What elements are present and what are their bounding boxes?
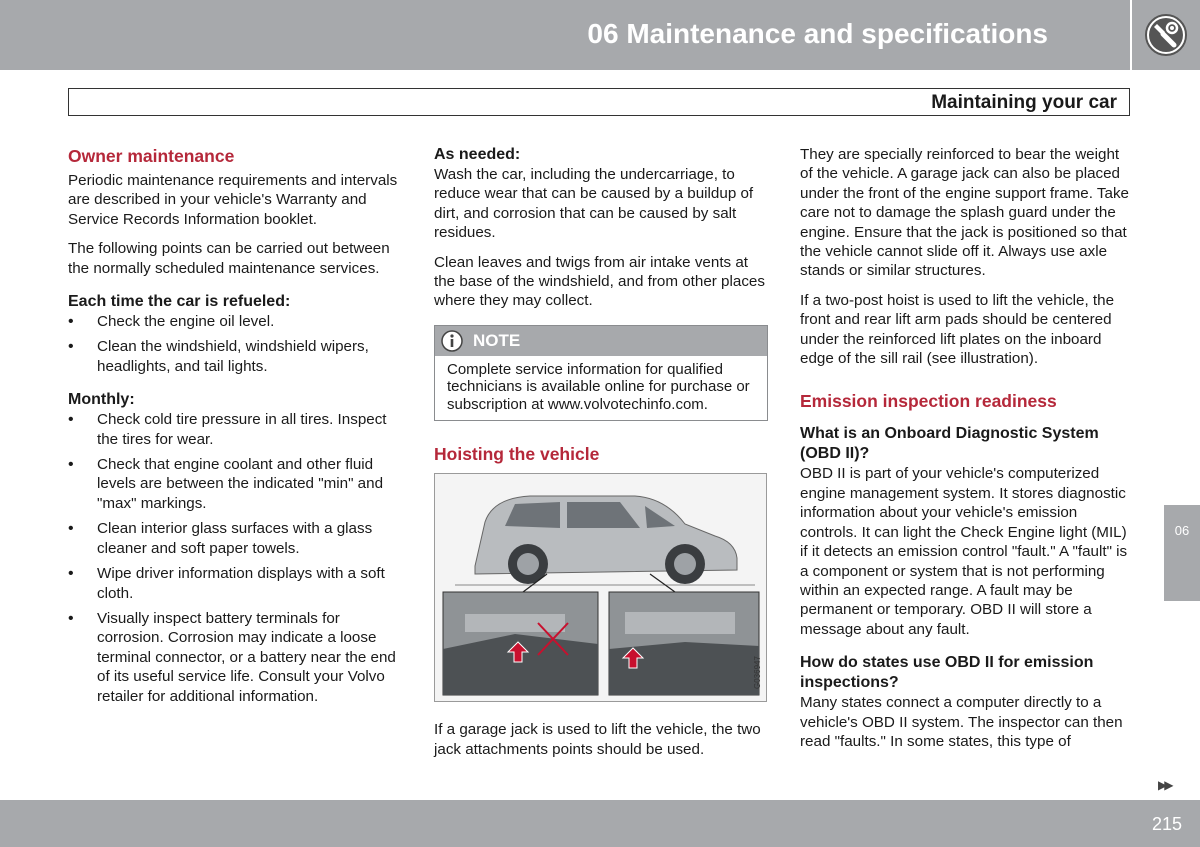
chapter-side-tab-label: 06 — [1174, 523, 1190, 538]
section-header — [68, 88, 1130, 116]
page-number: 215 — [1151, 814, 1182, 834]
chapter-side-tab — [1164, 505, 1200, 601]
car-lift-points-illustration — [435, 474, 766, 701]
list-item: • Check cold tire pressure in all tires. Inspect the tires for wear. — [68, 410, 403, 449]
obd-paragraph: OBD II is part of your vehicle's computerized engine management system. It stores diagnostic information about your vehicle's emission controls. It can light the Check Engine light (MIL) if it detects an emission control "fault." A "fault" is a component or system that is not performing within an expected range. A fault may be permanent or temporary. OBD II will store a message about any fault. — [800, 465, 1128, 638]
note-text: Complete service information for qualified technicians is available online for purchase or subscription at www.volvotechinfo.com. — [447, 360, 750, 413]
hoisting-heading: Hoisting the vehicle — [434, 444, 600, 465]
list-item: • Clean interior glass surfaces with a glass cleaner and soft paper towels. — [68, 519, 403, 558]
support-paragraph-1: They are specially reinforced to bear the weight of the vehicle. A garage jack can also be placed under the front of the engine support frame. Take care not to damage the splash guard under the engine. Ensure that the jack is positioned so that the vehicle cannot slide off it. Always use axle stands or similar structures. — [800, 146, 1129, 280]
as-needed-heading: As needed: — [434, 146, 521, 163]
support-paragraph-2: If a two-post hoist is used to lift the vehicle, the front and rear lift arm pads should be centered under the reinforced lift plates on the inboard edge of the sill rail (see illustration). — [800, 291, 1115, 368]
double-arrow-right-icon: ▶▶ — [1158, 778, 1171, 792]
monthly-heading: Monthly: — [68, 391, 135, 409]
note-header — [435, 326, 767, 356]
owner-paragraph-1: Periodic maintenance requirements and intervals are described in your vehicle's Warranty and Service Records Information booklet. — [68, 172, 398, 228]
chapter-header-band — [0, 0, 1130, 70]
chapter-icon-box — [1132, 0, 1200, 70]
states-paragraph: Many states connect a computer directly to a vehicle's OBD II system. The inspector can then read "faults." In some states, this type of — [800, 694, 1123, 750]
owner-maintenance-heading: Owner maintenance — [68, 146, 235, 166]
illustration-code: G036947 — [753, 656, 762, 690]
emission-heading: Emission inspection readiness — [800, 391, 1057, 412]
list-item: • Wipe driver information displays with a soft cloth. — [68, 564, 403, 603]
column-2 — [434, 145, 768, 767]
as-needed-paragraph-2: Clean leaves and twigs from air intake vents at the base of the windshield, and from other places where they may collect. — [434, 253, 765, 310]
section-title: Maintaining your car — [931, 92, 1117, 113]
refuel-list — [68, 312, 403, 376]
info-icon — [441, 330, 463, 352]
hoisting-illustration — [434, 473, 767, 702]
list-item: • Visually inspect battery terminals for corrosion. Corrosion may indicate a loose terminal connector, or a battery near the end of its useful service life. Consult your Volvo retailer for additional information. — [68, 609, 403, 706]
wrench-gear-icon — [1143, 12, 1189, 58]
chapter-title: 06 Maintenance and specifications — [587, 18, 1048, 49]
column-3 — [800, 145, 1135, 759]
list-item: • Clean the windshield, windshield wipers, headlights, and tail lights. — [68, 337, 403, 376]
note-box — [434, 325, 768, 422]
monthly-list — [68, 410, 403, 706]
footer-band — [0, 800, 1200, 847]
as-needed-paragraph-1: Wash the car, including the undercarriage, to reduce wear that can be caused by a buildup of dirt, and corrosion that can be caused by salt residues. — [434, 166, 754, 242]
note-label: NOTE — [473, 331, 521, 351]
refuel-heading: Each time the car is refueled: — [68, 293, 291, 311]
column-1 — [68, 145, 403, 712]
hoisting-paragraph: If a garage jack is used to lift the vehicle, the two jack attachments points should be used. — [434, 721, 761, 758]
list-item: • Check that engine coolant and other fluid levels are between the indicated "min" and "max" markings. — [68, 455, 403, 513]
owner-paragraph-2: The following points can be carried out between the normally scheduled maintenance services. — [68, 240, 390, 277]
list-item: • Check the engine oil level. — [68, 312, 403, 331]
obd-heading: What is an Onboard Diagnostic System (OBD II)? — [800, 425, 1099, 463]
states-heading: How do states use OBD II for emission inspections? — [800, 654, 1094, 692]
